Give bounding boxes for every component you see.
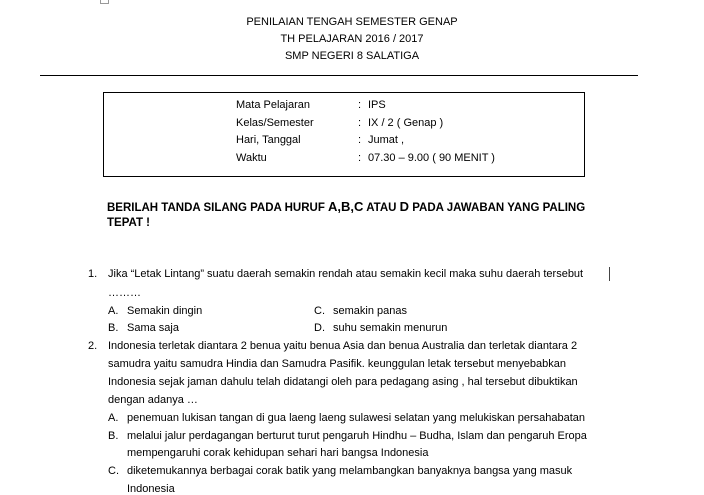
info-value-subject: IPS xyxy=(368,99,386,111)
option-letter: D. xyxy=(314,322,325,334)
info-box xyxy=(103,92,585,177)
page-corner-mark xyxy=(100,0,109,4)
option-text: Semakin dingin xyxy=(127,305,203,317)
info-colon: : xyxy=(358,117,362,129)
option-text: Sama saja xyxy=(127,322,179,334)
option-text: suhu semakin menurun xyxy=(333,322,448,334)
option-text: diketemukannya berbagai corak batik yang melambangkan banyaknya bangsa yang masuk xyxy=(127,465,573,477)
info-colon: : xyxy=(358,152,362,164)
option-letter: A. xyxy=(108,412,119,424)
option-text: Indonesia xyxy=(127,483,175,495)
option-letter: C. xyxy=(314,305,325,317)
info-colon: : xyxy=(358,134,362,146)
info-label-subject: Mata Pelajaran xyxy=(236,99,310,111)
option-text: semakin panas xyxy=(333,305,407,317)
option-text: melalui jalur perdagangan berturut turut pengaruh Hindhu – Budha, Islam dan pengaruh Eropa xyxy=(127,430,587,442)
info-label-time: Waktu xyxy=(236,152,267,164)
header-school: SMP NEGERI 8 SALATIGA xyxy=(284,50,420,62)
option-letter: B. xyxy=(108,322,119,334)
info-value-class: IX / 2 ( Genap ) xyxy=(368,117,444,129)
instruction-line-1: BERILAH TANDA SILANG PADA HURUF A,B,C ATAU D PADA JAWABAN YANG PALING xyxy=(107,199,586,214)
instruction-line-2: TEPAT ! xyxy=(107,217,151,229)
info-label-day: Hari, Tanggal xyxy=(236,134,301,146)
option-letter: C. xyxy=(108,465,119,477)
question-number: 1. xyxy=(88,268,98,280)
option-text: penemuan lukisan tangan di gua laeng laeng sulawesi selatan yang melukiskan persahabatan xyxy=(127,412,586,424)
question-text: Jika “Letak Lintang” suatu daerah semakin rendah atau semakin kecil maka suhu daerah tersebut xyxy=(108,268,584,280)
option-letter: A. xyxy=(108,305,119,317)
question-text: Indonesia sejak jaman dahulu telah didatangi oleh para pedagang asing , hal tersebut dibuktikan xyxy=(108,376,578,388)
text-cursor xyxy=(609,267,610,281)
header-year: TH PELAJARAN 2016 / 2017 xyxy=(280,33,424,45)
info-label-class: Kelas/Semester xyxy=(236,117,314,129)
option-letter: B. xyxy=(108,430,119,442)
header-title: PENILAIAN TENGAH SEMESTER GENAP xyxy=(246,16,458,28)
question-text: ……… xyxy=(108,287,141,299)
question-text: dengan adanya … xyxy=(108,394,198,406)
option-text: mempengaruhi corak kehidupan sehari hari bangsa Indonesia xyxy=(127,447,429,459)
question-text: Indonesia terletak diantara 2 benua yaitu benua Asia dan benua Australia dan terletak diantara 2 xyxy=(108,340,578,352)
question-text: samudra yaitu samudra Hindia dan Samudra Pasifik. keunggulan letak tersebut menyebabkan xyxy=(108,358,566,370)
info-value-day: Jumat , xyxy=(368,134,405,146)
question-number: 2. xyxy=(88,340,98,352)
info-colon: : xyxy=(358,99,362,111)
info-value-time: 07.30 – 9.00 ( 90 MENIT ) xyxy=(368,152,495,164)
header-divider xyxy=(40,75,638,76)
